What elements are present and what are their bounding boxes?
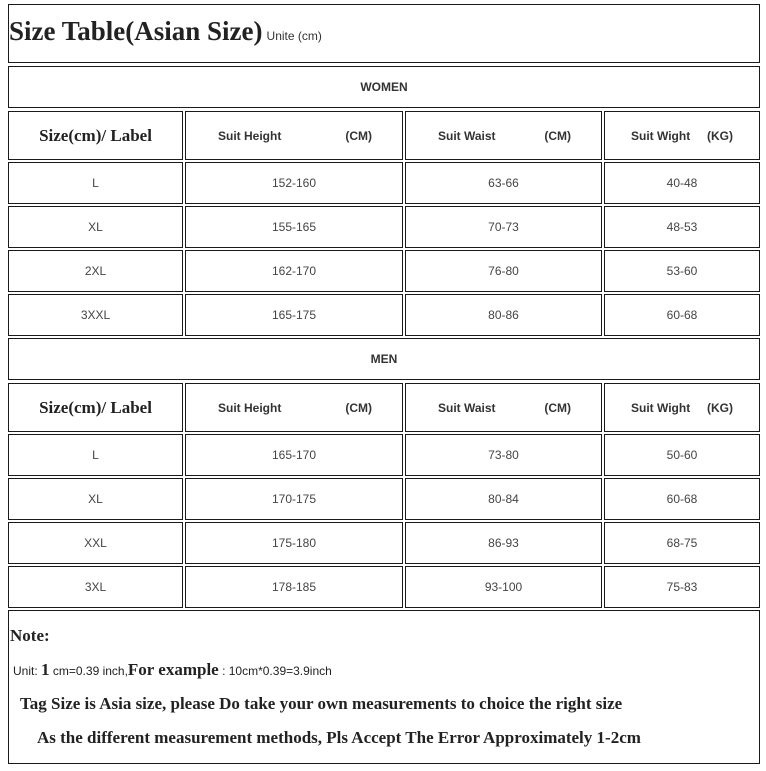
note-for-example: For example <box>127 660 219 679</box>
note-tag-line: Tag Size is Asia size, please Do take your own measurements to choice the right size <box>20 694 623 713</box>
men-size-cell: XL <box>8 478 183 520</box>
men-height-cell: 165-170 <box>185 434 403 476</box>
men-size-cell: 3XL <box>8 566 183 608</box>
men-section-label <box>8 338 760 380</box>
women-size-cell: 2XL <box>8 250 183 292</box>
men-waist-cell: 80-84 <box>405 478 602 520</box>
header-waist-unit: (CM) <box>544 400 571 415</box>
women-header-weight <box>604 111 760 160</box>
men-size-cell: XXL <box>8 522 183 564</box>
women-header-size <box>8 111 183 160</box>
men-header-size <box>8 383 183 432</box>
note-error-line: As the different measurement methods, Pls Accept The Error Approximately 1-2cm <box>37 728 641 747</box>
women-weight-cell: 40-48 <box>604 162 760 204</box>
women-header-height <box>185 111 403 160</box>
header-weight-unit: (KG) <box>707 400 733 415</box>
header-height-unit: (CM) <box>345 400 372 415</box>
women-weight-cell: 53-60 <box>604 250 760 292</box>
header-height-label: Suit Height <box>218 128 282 143</box>
header-size-label: Size(cm)/ Label <box>39 125 152 145</box>
header-size-label: Size(cm)/ Label <box>39 397 152 417</box>
women-size-cell: XL <box>8 206 183 248</box>
note-title: Note: <box>10 626 50 645</box>
women-header-waist <box>405 111 602 160</box>
men-height-cell: 178-185 <box>185 566 403 608</box>
page-title <box>9 16 322 47</box>
header-waist-label: Suit Waist <box>438 400 496 415</box>
women-height-cell: 155-165 <box>185 206 403 248</box>
men-label: MEN <box>370 352 398 366</box>
men-size-cell: L <box>8 434 183 476</box>
women-height-cell: 165-175 <box>185 294 403 336</box>
men-header-waist <box>405 383 602 432</box>
men-header-weight <box>604 383 760 432</box>
women-size-cell: L <box>8 162 183 204</box>
men-weight-cell: 60-68 <box>604 478 760 520</box>
women-height-cell: 152-160 <box>185 162 403 204</box>
women-weight-cell: 60-68 <box>604 294 760 336</box>
women-waist-cell: 70-73 <box>405 206 602 248</box>
header-waist-unit: (CM) <box>544 128 571 143</box>
men-weight-cell: 68-75 <box>604 522 760 564</box>
header-height-unit: (CM) <box>345 128 372 143</box>
women-waist-cell: 63-66 <box>405 162 602 204</box>
women-height-cell: 162-170 <box>185 250 403 292</box>
men-weight-cell: 50-60 <box>604 434 760 476</box>
men-header-height <box>185 383 403 432</box>
note-unit-prefix: Unit: <box>13 664 38 678</box>
women-size-cell: 3XXL <box>8 294 183 336</box>
header-weight-label: Suit Wight <box>631 400 691 415</box>
men-height-cell: 175-180 <box>185 522 403 564</box>
men-weight-cell: 75-83 <box>604 566 760 608</box>
men-height-cell: 170-175 <box>185 478 403 520</box>
women-waist-cell: 80-86 <box>405 294 602 336</box>
men-waist-cell: 73-80 <box>405 434 602 476</box>
men-waist-cell: 93-100 <box>405 566 602 608</box>
women-label: WOMEN <box>360 80 408 94</box>
header-weight-unit: (KG) <box>707 128 733 143</box>
note-unit-one: 1 <box>41 660 50 679</box>
note-example-value: : 10cm*0.39=3.9inch <box>222 664 332 678</box>
women-waist-cell: 76-80 <box>405 250 602 292</box>
note-unit-cm: cm <box>52 664 69 678</box>
note-unit-eq: =0.39 inch, <box>68 664 128 678</box>
header-waist-label: Suit Waist <box>438 128 496 143</box>
women-section-label <box>8 66 760 108</box>
title-unit: Unite (cm) <box>266 29 322 43</box>
women-weight-cell: 48-53 <box>604 206 760 248</box>
men-waist-cell: 86-93 <box>405 522 602 564</box>
title-text: Size Table(Asian Size) <box>9 16 263 46</box>
header-weight-label: Suit Wight <box>631 128 691 143</box>
header-height-label: Suit Height <box>218 400 282 415</box>
note-unit-line <box>13 660 332 680</box>
